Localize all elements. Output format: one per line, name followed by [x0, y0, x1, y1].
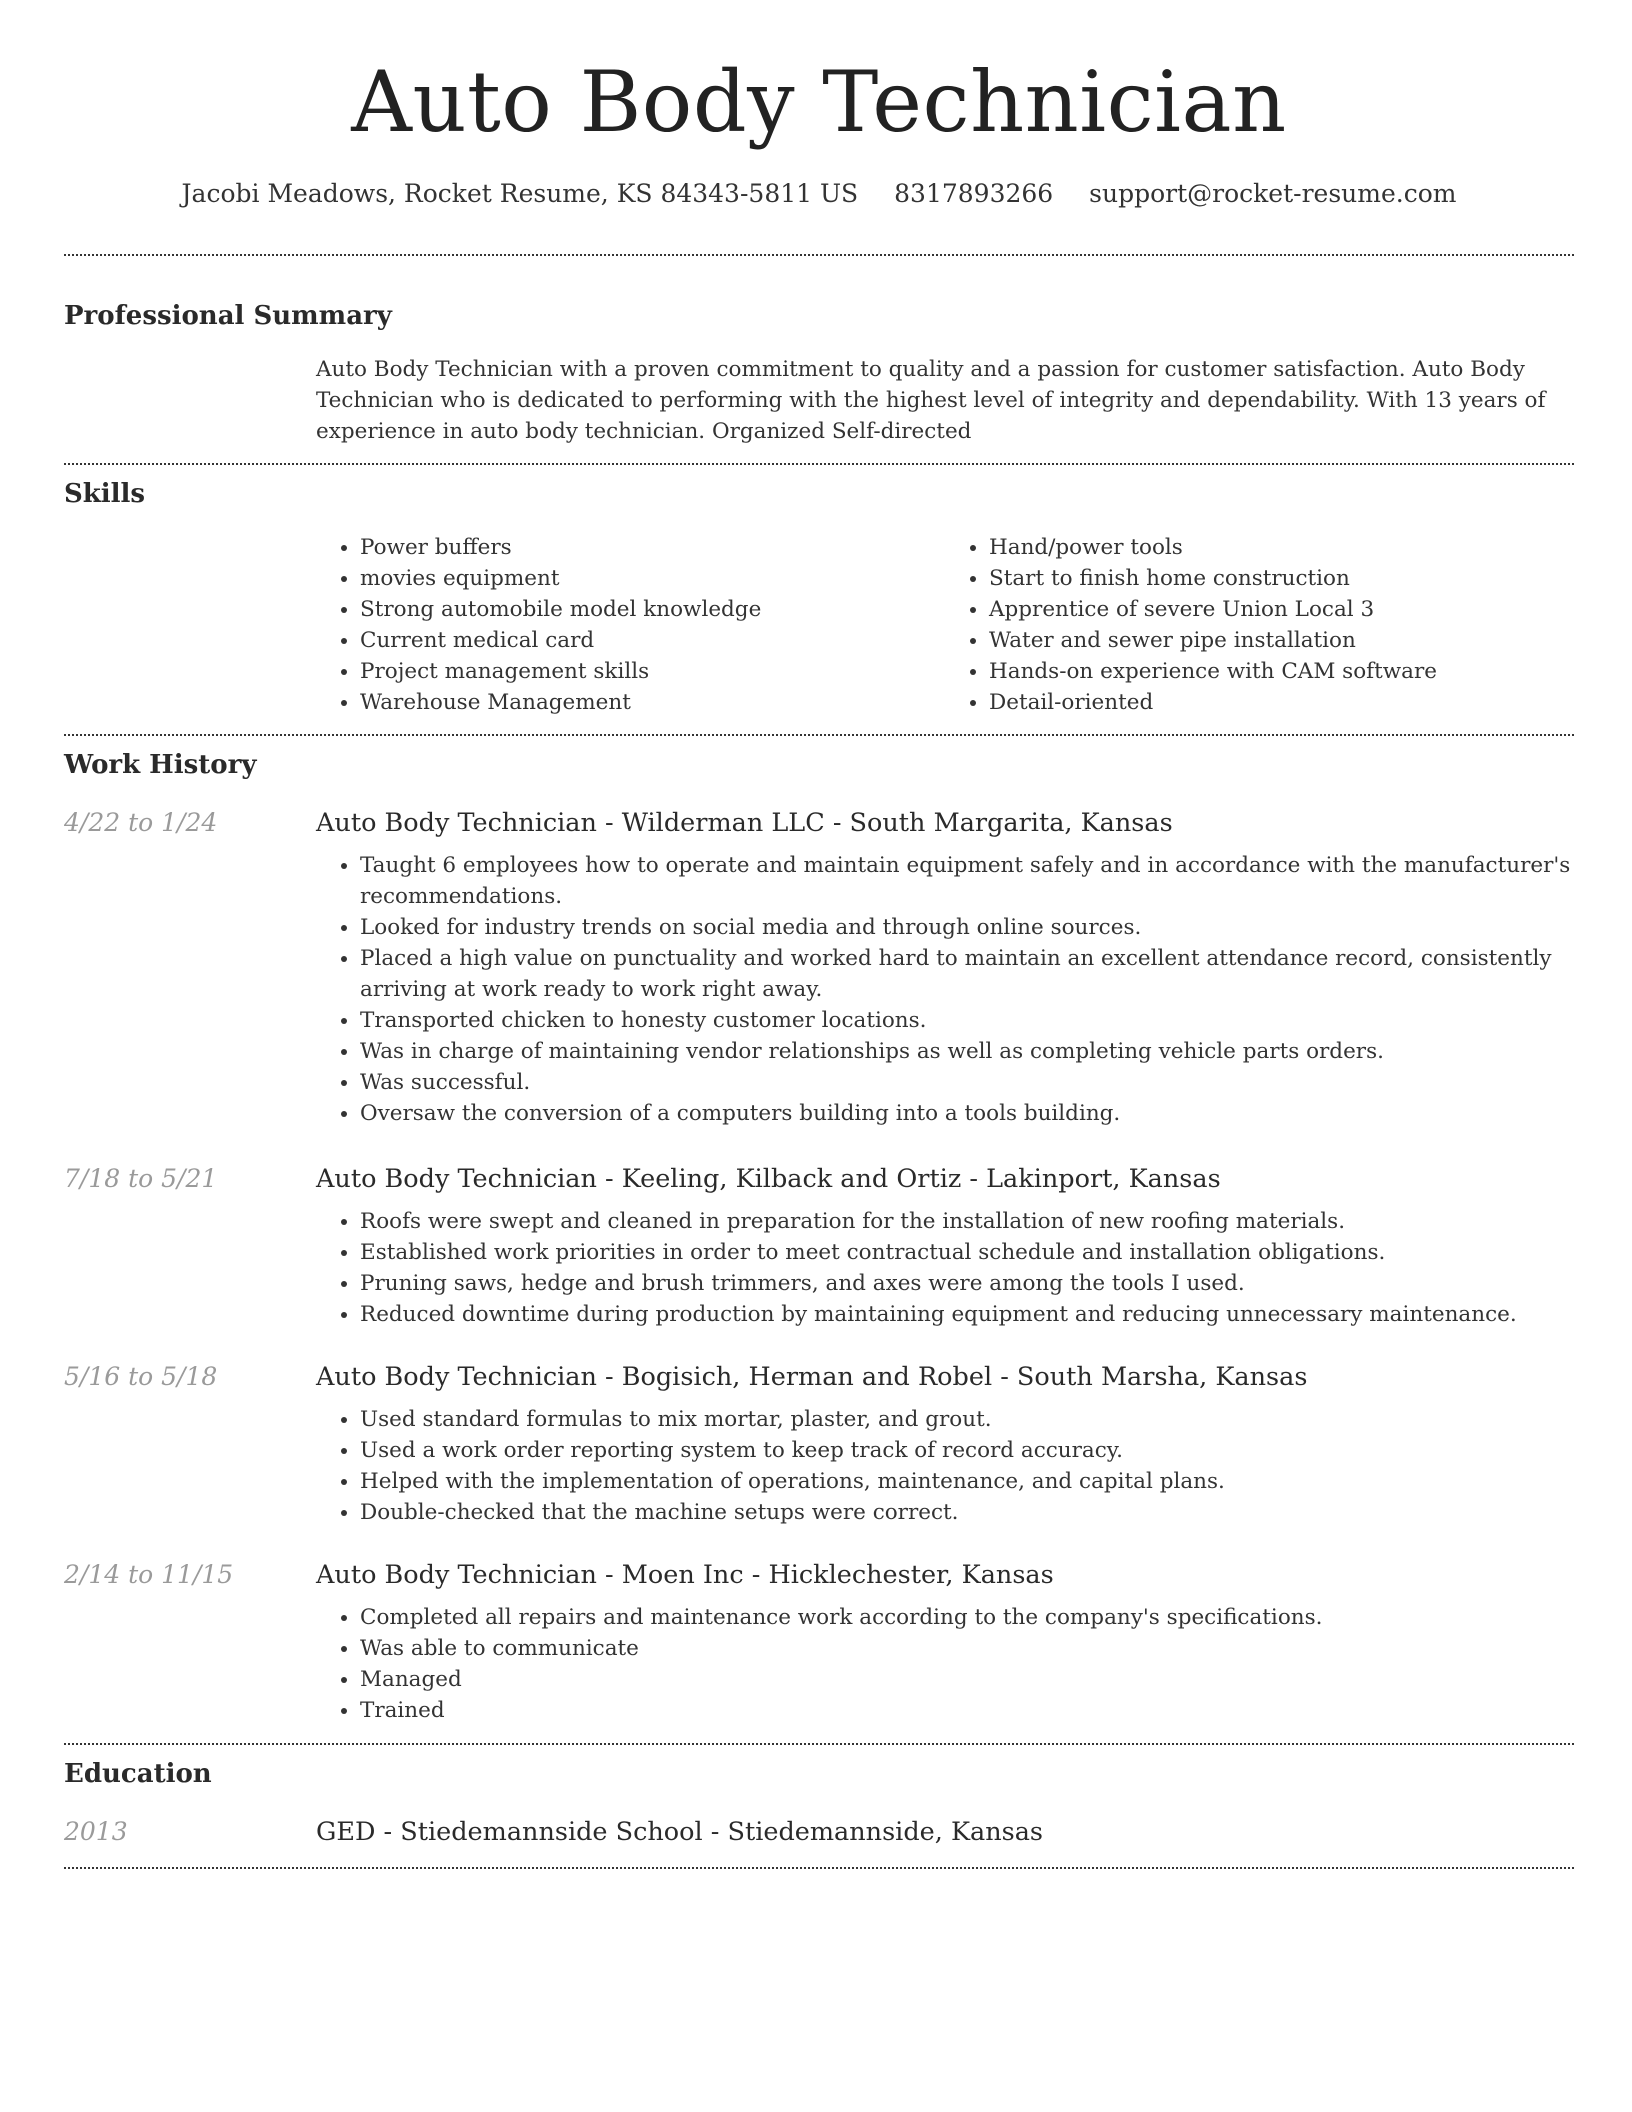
job-bullet: • Double-checked that the machine setups were correct. [360, 1497, 1574, 1528]
job-bullet: • Managed [360, 1664, 1574, 1695]
job-title: Auto Body Technician - Keeling, Kilback and Ortiz - Lakinport, Kansas [316, 1164, 1221, 1194]
job-entry [64, 806, 1574, 1129]
skill-item: • Detail-oriented [989, 687, 1574, 718]
skill-item: • movies equipment [360, 563, 945, 594]
job-bullet: • Placed a high value on punctuality and worked hard to maintain an excellent attendance record, consistently arriving at work ready to work right away. [360, 943, 1574, 1005]
job-bullet: • Looked for industry trends on social media and through online sources. [360, 912, 1574, 943]
skill-item: • Warehouse Management [360, 687, 945, 718]
job-entry [64, 1558, 1574, 1726]
contact-email: support@rocket-resume.com [1089, 179, 1457, 208]
job-bullet: • Oversaw the conversion of a computers building into a tools building. [360, 1098, 1574, 1129]
job-bullets [316, 1602, 1574, 1726]
job-dates: 4/22 to 1/24 [64, 808, 218, 837]
job-bullet: • Roofs were swept and cleaned in preparation for the installation of new roofing materials. [360, 1206, 1574, 1237]
resume-name: Auto Body Technician [351, 53, 1287, 151]
job-title: Auto Body Technician - Wilderman LLC - South Margarita, Kansas [316, 808, 1173, 838]
skill-item: • Start to finish home construction [989, 563, 1574, 594]
job-bullets [316, 1206, 1574, 1330]
job-bullet: • Established work priorities in order to meet contractual schedule and installation obligations. [360, 1237, 1574, 1268]
summary-heading: Professional Summary [64, 301, 392, 331]
summary-text: Auto Body Technician with a proven commitment to quality and a passion for customer satisfaction. Auto Body Technician who is dedicated to performing with the highest level of integrity and dependability. With 13 years of experience in auto body technician. Organized Self-directed [316, 357, 1546, 444]
job-dates: 5/16 to 5/18 [64, 1362, 218, 1391]
skill-item: • Hands-on experience with CAM software [989, 656, 1574, 687]
skill-item: • Water and sewer pipe installation [989, 625, 1574, 656]
skill-item: • Project management skills [360, 656, 945, 687]
summary-section [64, 299, 1574, 447]
job-bullet: • Transported chicken to honesty customer locations. [360, 1005, 1574, 1036]
job-bullet: • Helped with the implementation of operations, maintenance, and capital plans. [360, 1466, 1574, 1497]
job-bullet: • Was in charge of maintaining vendor relationships as well as completing vehicle parts orders. [360, 1036, 1574, 1067]
skills-columns [316, 532, 1574, 718]
job-bullet: • Was successful. [360, 1067, 1574, 1098]
job-dates: 2/14 to 11/15 [64, 1560, 234, 1589]
contact-phone: 8317893266 [894, 179, 1054, 208]
education-heading: Education [64, 1759, 212, 1789]
job-bullet: • Reduced downtime during production by maintaining equipment and reducing unnecessary maintenance. [360, 1299, 1574, 1330]
divider [64, 1867, 1574, 1869]
skill-item: • Apprentice of severe Union Local 3 [989, 594, 1574, 625]
education-title: GED - Stiedemannside School - Stiedemannside, Kansas [316, 1817, 1044, 1847]
job-bullet: • Was able to communicate [360, 1633, 1574, 1664]
education-date: 2013 [64, 1817, 128, 1846]
job-title: Auto Body Technician - Bogisich, Herman and Robel - South Marsha, Kansas [316, 1362, 1308, 1392]
divider [64, 734, 1574, 736]
divider [64, 463, 1574, 465]
divider [64, 1743, 1574, 1745]
job-bullet: • Pruning saws, hedge and brush trimmers, and axes were among the tools I used. [360, 1268, 1574, 1299]
job-bullets [316, 850, 1574, 1129]
contact-line [64, 178, 1574, 210]
education-section [64, 1757, 1574, 1849]
skill-item: • Power buffers [360, 532, 945, 563]
education-entry [64, 1815, 1574, 1849]
job-title: Auto Body Technician - Moen Inc - Hicklechester, Kansas [316, 1560, 1054, 1590]
job-bullet: • Completed all repairs and maintenance work according to the company's specifications. [360, 1602, 1574, 1633]
job-dates: 7/18 to 5/21 [64, 1164, 218, 1193]
job-entry [64, 1360, 1574, 1528]
skills-section [64, 477, 1574, 718]
skill-item: • Hand/power tools [989, 532, 1574, 563]
resume-page [64, 0, 1574, 1869]
work-heading: Work History [64, 750, 257, 780]
job-entry [64, 1162, 1574, 1330]
job-bullet: • Used standard formulas to mix mortar, plaster, and grout. [360, 1404, 1574, 1435]
work-section [64, 748, 1574, 1726]
skill-item: • Strong automobile model knowledge [360, 594, 945, 625]
skills-heading: Skills [64, 479, 146, 509]
job-bullet: • Trained [360, 1695, 1574, 1726]
job-bullets [316, 1404, 1574, 1528]
skills-list-left [316, 532, 945, 718]
job-bullet: • Used a work order reporting system to keep track of record accuracy. [360, 1435, 1574, 1466]
skills-list-right [945, 532, 1574, 718]
divider [64, 254, 1574, 256]
contact-address: Jacobi Meadows, Rocket Resume, KS 84343-5811 US [181, 179, 859, 208]
job-bullet: • Taught 6 employees how to operate and maintain equipment safely and in accordance with the manufacturer's recommendations. [360, 850, 1574, 912]
skill-item: • Current medical card [360, 625, 945, 656]
